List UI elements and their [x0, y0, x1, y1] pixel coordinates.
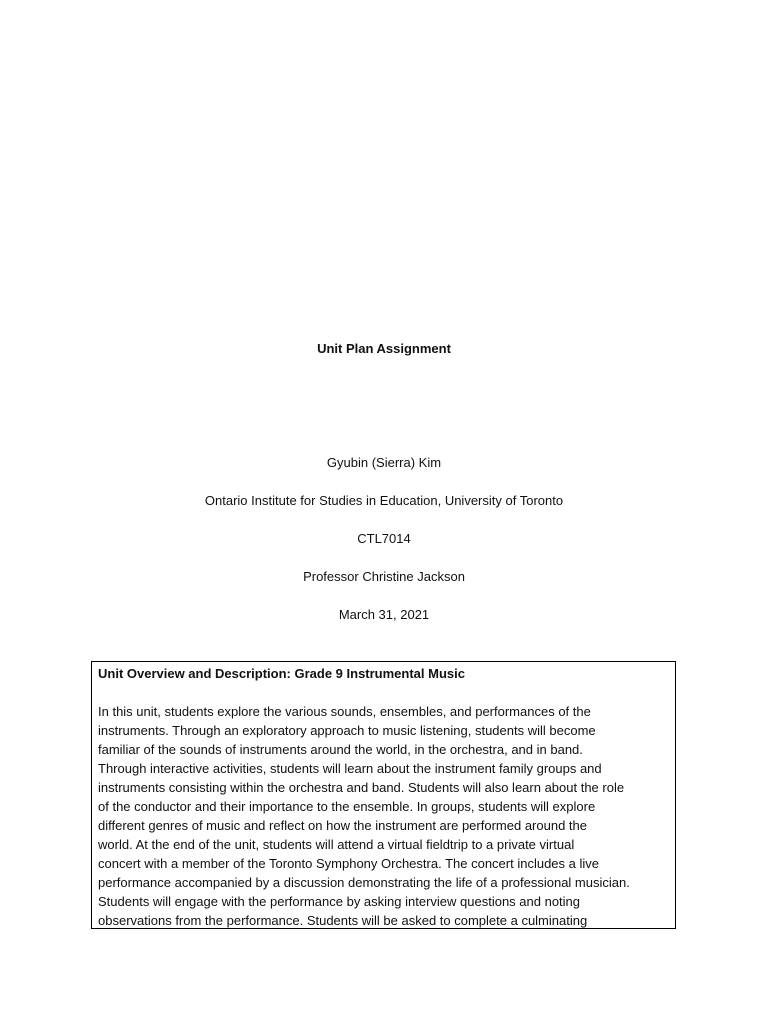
document-title: Unit Plan Assignment [317, 341, 451, 356]
unit-overview-box [91, 661, 676, 929]
unit-overview-body [98, 702, 672, 929]
body-line: instruments consisting within the orchestra and band. Students will also learn about the role [98, 780, 625, 795]
body-line: of the conductor and their importance to the ensemble. In groups, students will explore [98, 799, 596, 814]
professor-name: Professor Christine Jackson [303, 569, 465, 584]
body-line: performance accompanied by a discussion demonstrating the life of a professional musician. [98, 875, 630, 890]
body-line: different genres of music and reflect on how the instrument are performed around the [98, 818, 587, 833]
body-line: familiar of the sounds of instruments around the world, in the orchestra, and in band. [98, 742, 583, 757]
unit-overview-heading: Unit Overview and Description: Grade 9 Instrumental Music [98, 666, 465, 681]
institution-name: Ontario Institute for Studies in Education, University of Toronto [204, 493, 564, 508]
course-code: CTL7014 [357, 531, 411, 546]
document-date: March 31, 2021 [338, 607, 430, 622]
body-line: instruments. Through an exploratory approach to music listening, students will become [98, 723, 596, 738]
body-line: concert with a member of the Toronto Symphony Orchestra. The concert includes a live [98, 856, 599, 871]
body-line: world. At the end of the unit, students will attend a virtual fieldtrip to a private virtual [98, 837, 575, 852]
author-name: Gyubin (Sierra) Kim [326, 455, 442, 470]
body-line: Students will engage with the performance by asking interview questions and noting [98, 894, 581, 909]
body-line: In this unit, students explore the various sounds, ensembles, and performances of the [98, 704, 591, 719]
body-line: Through interactive activities, students will learn about the instrument family groups and [98, 761, 602, 776]
body-line: observations from the performance. Students will be asked to complete a culminating [98, 913, 588, 928]
